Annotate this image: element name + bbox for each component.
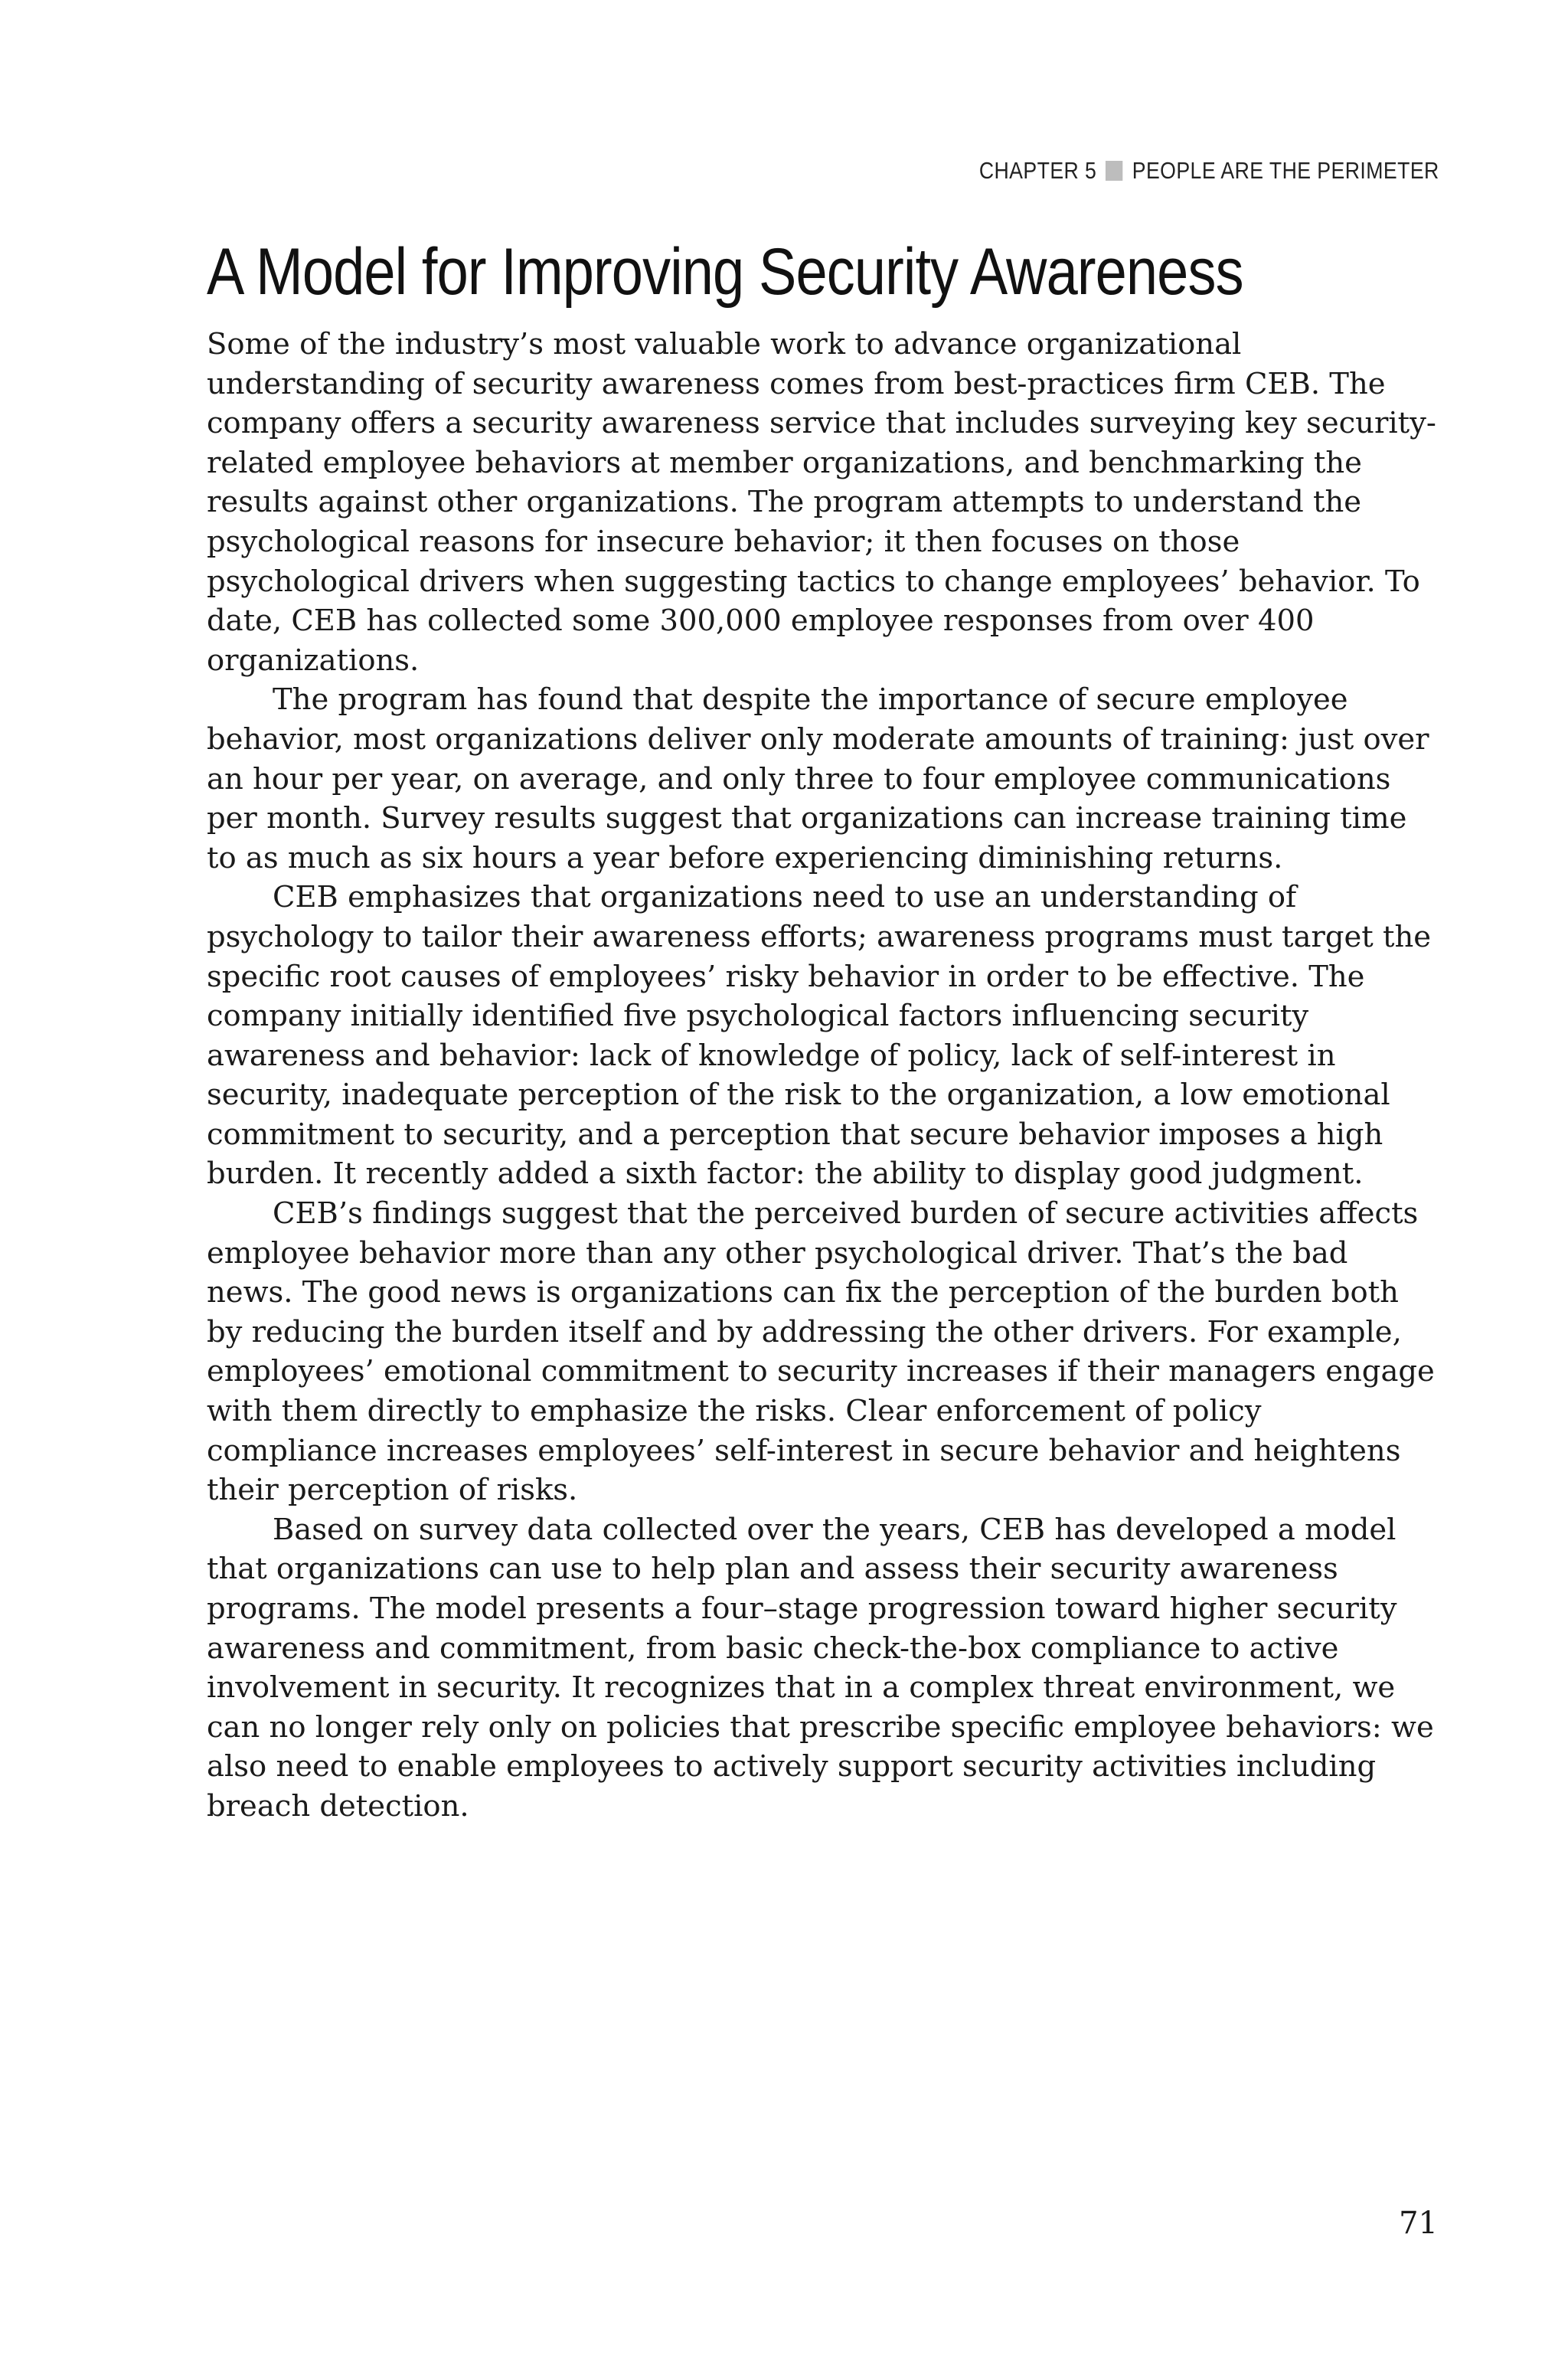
paragraph-3: CEB emphasizes that organizations need to use an understanding of psychology to tailor their awareness efforts; awareness programs must target the specific root causes of employees’ risky behavior in order to be effective. The company initially identified five psychological factors influencing security awareness and behavior: lack of knowledge of policy, lack of self-interest in security, inadequate perception of the risk to the organization, a low emotional commitment to security, and a perception that secure behavior imposes a high burden. It recently added a sixth factor: the ability to display good judgment.	[207, 880, 1432, 1192]
section-heading: A Model for Improving Security Awareness	[207, 235, 1243, 309]
square-separator-icon	[1106, 161, 1123, 181]
paragraph-4: CEB’s findings suggest that the perceived burden of secure activities affects employee behavior more than any other psychological driver. That’s the bad news. The good news is organizations can fix the perception of the burden both by reducing the burden itself and by addressing the other drivers. For example, employees’ emotional commitment to security increases if their managers engage with them directly to emphasize the risks. Clear enforcement of policy compliance increases employees’ self-interest in secure behavior and heightens their perception of risks.	[207, 1196, 1435, 1508]
paragraph-5: Based on survey data collected over the years, CEB has developed a model that organizations can use to help plan and assess their security awareness programs. The model presents a four–stage progression toward higher security awareness and commitment, from basic check-the-box compliance to active involvement in security. It recognizes that in a complex threat environment, we can no longer rely only on policies that prescribe specific employee behaviors: we also need to enable employees to actively support security activities including breach detection.	[207, 1512, 1434, 1824]
paragraph-2: The program has found that despite the importance of secure employee behavior, most organizations deliver only moderate amounts of training: just over an hour per year, on average, and only three to four employee communications per month. Survey results suggest that organizations can increase training time to as much as six hours a year before experiencing diminishing returns.	[207, 682, 1429, 875]
running-head	[979, 157, 1439, 185]
running-head-title: PEOPLE ARE THE PERIMETER	[1132, 157, 1439, 184]
running-head-chapter: CHAPTER 5	[979, 157, 1097, 184]
page-number: 71	[1399, 2206, 1438, 2241]
paragraph-1: Some of the industry’s most valuable work to advance organizational understanding of security awareness comes from best-practices firm CEB. The company offers a security awareness service that includes surveying key security-related employee behaviors at member organizations, and benchmarking the results against other organizations. The program attempts to understand the psychological reasons for insecure behavior; it then focuses on those psychological drivers when suggesting tactics to change employees’ behavior. To date, CEB has collected some 300,000 employee responses from over 400 organizations.	[207, 327, 1436, 678]
body-text	[207, 325, 1441, 1827]
